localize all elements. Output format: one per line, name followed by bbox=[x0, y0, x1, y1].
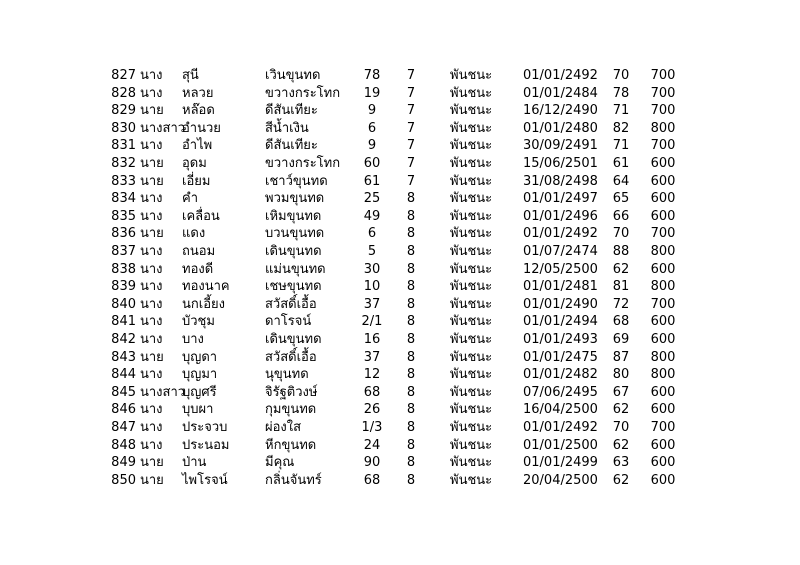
record-district: พันชนะ bbox=[450, 261, 493, 277]
record-number: 843 bbox=[111, 349, 136, 365]
record-house-number: 61 bbox=[363, 173, 381, 189]
record-district: พันชนะ bbox=[450, 420, 493, 435]
record-moo: 8 bbox=[406, 367, 416, 383]
record-age: 87 bbox=[612, 349, 630, 365]
record-birth-date: 01/01/2492 bbox=[523, 420, 598, 435]
record-number: 845 bbox=[111, 384, 136, 400]
record-amount: 800 bbox=[650, 120, 676, 136]
record-last-name: สวัสดิ์เอื้อ bbox=[265, 296, 317, 312]
table-row bbox=[0, 102, 800, 119]
record-house-number: 10 bbox=[363, 279, 381, 295]
record-age: 62 bbox=[612, 402, 630, 418]
record-age: 62 bbox=[612, 261, 630, 277]
record-birth-date: 01/01/2496 bbox=[523, 208, 598, 224]
record-house-number: 5 bbox=[367, 244, 377, 259]
record-first-name: บัวชุม bbox=[182, 314, 215, 330]
record-first-name: ไพโรจน์ bbox=[182, 472, 228, 488]
record-title: นาง bbox=[140, 138, 163, 154]
record-title: นาง bbox=[140, 191, 163, 207]
record-district: พันชนะ bbox=[450, 173, 493, 189]
record-house-number: 24 bbox=[363, 437, 381, 453]
record-last-name: ดาโรจน์ bbox=[265, 314, 312, 330]
record-title: นาง bbox=[140, 208, 163, 224]
record-house-number: 19 bbox=[363, 85, 381, 101]
record-age: 65 bbox=[612, 191, 630, 207]
record-last-name: เดินขุนทด bbox=[265, 244, 322, 259]
record-number: 844 bbox=[111, 367, 136, 383]
record-birth-date: 15/06/2501 bbox=[523, 156, 598, 171]
record-number: 839 bbox=[111, 279, 136, 295]
record-title: นาย bbox=[140, 455, 164, 471]
record-moo: 7 bbox=[406, 138, 416, 154]
record-amount: 800 bbox=[650, 367, 676, 383]
record-age: 80 bbox=[612, 367, 630, 383]
record-number: 837 bbox=[111, 244, 136, 259]
record-birth-date: 16/12/2490 bbox=[523, 103, 598, 119]
record-amount: 600 bbox=[650, 156, 676, 171]
record-amount: 600 bbox=[650, 314, 676, 330]
record-first-name: อำนวย bbox=[182, 120, 221, 136]
record-moo: 8 bbox=[406, 314, 416, 330]
record-age: 62 bbox=[612, 472, 630, 488]
record-number: 841 bbox=[111, 314, 136, 330]
record-house-number: 60 bbox=[363, 156, 381, 171]
record-last-name: เหิมขุนทด bbox=[265, 208, 322, 224]
record-house-number: 90 bbox=[363, 455, 381, 471]
record-district: พันชนะ bbox=[450, 384, 493, 400]
record-moo: 8 bbox=[406, 244, 416, 259]
record-birth-date: 31/08/2498 bbox=[523, 173, 598, 189]
record-first-name: เอี่ยม bbox=[182, 173, 211, 189]
record-moo: 8 bbox=[406, 191, 416, 207]
record-number: 842 bbox=[111, 332, 136, 347]
table-row bbox=[0, 120, 800, 137]
record-house-number: 30 bbox=[363, 261, 381, 277]
table-row bbox=[0, 208, 800, 225]
record-number: 840 bbox=[111, 296, 136, 312]
table-row bbox=[0, 419, 800, 436]
record-moo: 8 bbox=[406, 279, 416, 295]
record-birth-date: 30/09/2491 bbox=[523, 138, 598, 154]
record-first-name: ถนอม bbox=[182, 244, 216, 259]
record-title: นาง bbox=[140, 68, 163, 83]
record-moo: 7 bbox=[406, 103, 416, 119]
record-first-name: แดง bbox=[182, 226, 206, 242]
record-district: พันชนะ bbox=[450, 208, 493, 224]
record-number: 850 bbox=[111, 472, 136, 488]
table-row bbox=[0, 155, 800, 172]
record-title: นาง bbox=[140, 244, 163, 259]
record-amount: 600 bbox=[650, 437, 676, 453]
record-number: 828 bbox=[111, 85, 136, 101]
record-number: 830 bbox=[111, 120, 136, 136]
record-birth-date: 01/01/2481 bbox=[523, 279, 598, 295]
record-age: 64 bbox=[612, 173, 630, 189]
record-number: 833 bbox=[111, 173, 136, 189]
record-last-name: แม่นขุนทด bbox=[265, 261, 326, 277]
record-title: นาย bbox=[140, 103, 164, 119]
record-last-name: สีน้ำเงิน bbox=[265, 120, 309, 136]
record-last-name: เดินขุนทด bbox=[265, 332, 322, 347]
record-last-name: ขวางกระโทก bbox=[265, 156, 341, 171]
record-birth-date: 01/01/2494 bbox=[523, 314, 598, 330]
record-number: 827 bbox=[111, 68, 136, 83]
record-amount: 600 bbox=[650, 402, 676, 418]
record-amount: 600 bbox=[650, 173, 676, 189]
record-house-number: 9 bbox=[367, 138, 377, 154]
table-row bbox=[0, 137, 800, 154]
record-number: 832 bbox=[111, 156, 136, 171]
table-row bbox=[0, 190, 800, 207]
record-moo: 7 bbox=[406, 85, 416, 101]
record-title: นาง bbox=[140, 437, 163, 453]
record-moo: 8 bbox=[406, 455, 416, 471]
record-last-name: เวินขุนทด bbox=[265, 68, 321, 83]
record-last-name: กุมขุนทด bbox=[265, 402, 317, 418]
record-amount: 700 bbox=[650, 138, 676, 154]
record-first-name: บุญศรี bbox=[182, 384, 217, 400]
record-district: พันชนะ bbox=[450, 226, 493, 242]
table-row bbox=[0, 331, 800, 348]
record-house-number: 26 bbox=[363, 402, 381, 418]
table-row bbox=[0, 85, 800, 102]
record-first-name: ป่าน bbox=[182, 455, 207, 471]
record-first-name: หลวย bbox=[182, 85, 214, 101]
record-title: นาง bbox=[140, 296, 163, 312]
record-title: นางสาว bbox=[140, 384, 186, 400]
record-title: นาง bbox=[140, 332, 163, 347]
record-last-name: หีกขุนทด bbox=[265, 437, 317, 453]
record-house-number: 16 bbox=[363, 332, 381, 347]
record-amount: 700 bbox=[650, 68, 676, 83]
record-house-number: 37 bbox=[363, 349, 381, 365]
record-amount: 700 bbox=[650, 85, 676, 101]
record-age: 61 bbox=[612, 156, 630, 171]
record-age: 68 bbox=[612, 314, 630, 330]
record-amount: 700 bbox=[650, 296, 676, 312]
record-birth-date: 01/01/2497 bbox=[523, 191, 598, 207]
record-district: พันชนะ bbox=[450, 296, 493, 312]
table-row bbox=[0, 67, 800, 84]
record-birth-date: 20/04/2500 bbox=[523, 472, 598, 488]
record-first-name: บุบผา bbox=[182, 402, 214, 418]
record-first-name: เคลื่อน bbox=[182, 208, 220, 224]
table-row bbox=[0, 472, 800, 489]
record-district: พันชนะ bbox=[450, 191, 493, 207]
record-amount: 700 bbox=[650, 420, 676, 435]
record-age: 78 bbox=[612, 85, 630, 101]
record-house-number: 49 bbox=[363, 208, 381, 224]
record-house-number: 6 bbox=[367, 120, 377, 136]
record-moo: 8 bbox=[406, 349, 416, 365]
record-house-number: 68 bbox=[363, 384, 381, 400]
record-title: นาง bbox=[140, 402, 163, 418]
record-age: 69 bbox=[612, 332, 630, 347]
table-row bbox=[0, 243, 800, 260]
record-title: นาง bbox=[140, 314, 163, 330]
record-house-number: 68 bbox=[363, 472, 381, 488]
record-title: นาย bbox=[140, 472, 164, 488]
record-age: 66 bbox=[612, 208, 630, 224]
record-district: พันชนะ bbox=[450, 367, 493, 383]
record-birth-date: 01/07/2474 bbox=[523, 244, 598, 259]
record-last-name: จิรัฐติวงษ์ bbox=[265, 384, 318, 400]
record-district: พันชนะ bbox=[450, 314, 493, 330]
record-district: พันชนะ bbox=[450, 156, 493, 171]
record-age: 63 bbox=[612, 455, 630, 471]
record-birth-date: 01/01/2492 bbox=[523, 68, 598, 83]
table-row bbox=[0, 278, 800, 295]
record-last-name: ดีสันเทียะ bbox=[265, 103, 318, 119]
record-first-name: ทองนาค bbox=[182, 279, 230, 295]
record-house-number: 2/1 bbox=[361, 314, 383, 330]
record-title: นาง bbox=[140, 85, 163, 101]
record-district: พันชนะ bbox=[450, 244, 493, 259]
record-district: พันชนะ bbox=[450, 85, 493, 101]
record-birth-date: 01/01/2482 bbox=[523, 367, 598, 383]
record-last-name: ผ่องใส bbox=[265, 420, 302, 435]
record-birth-date: 01/01/2492 bbox=[523, 226, 598, 242]
record-moo: 8 bbox=[406, 402, 416, 418]
record-age: 81 bbox=[612, 279, 630, 295]
record-number: 838 bbox=[111, 261, 136, 277]
record-amount: 600 bbox=[650, 455, 676, 471]
record-age: 70 bbox=[612, 420, 630, 435]
record-last-name: ดีสันเทียะ bbox=[265, 138, 318, 154]
record-title: นาง bbox=[140, 367, 163, 383]
record-first-name: บาง bbox=[182, 332, 204, 347]
table-row bbox=[0, 366, 800, 383]
record-amount: 800 bbox=[650, 279, 676, 295]
table-row bbox=[0, 173, 800, 190]
record-first-name: อำไพ bbox=[182, 138, 213, 154]
record-last-name: มีคุณ bbox=[265, 455, 295, 471]
record-birth-date: 01/01/2490 bbox=[523, 296, 598, 312]
record-birth-date: 16/04/2500 bbox=[523, 402, 598, 418]
record-age: 62 bbox=[612, 437, 630, 453]
record-amount: 700 bbox=[650, 103, 676, 119]
record-first-name: นกเอี้ยง bbox=[182, 296, 225, 312]
record-moo: 8 bbox=[406, 226, 416, 242]
record-number: 829 bbox=[111, 103, 136, 119]
record-moo: 7 bbox=[406, 173, 416, 189]
record-house-number: 12 bbox=[363, 367, 381, 383]
record-last-name: เชาว์ขุนทด bbox=[265, 173, 328, 189]
record-number: 849 bbox=[111, 455, 136, 471]
record-age: 88 bbox=[612, 244, 630, 259]
record-birth-date: 07/06/2495 bbox=[523, 384, 598, 400]
record-birth-date: 01/01/2484 bbox=[523, 85, 598, 101]
record-birth-date: 12/05/2500 bbox=[523, 261, 598, 277]
table-row bbox=[0, 401, 800, 418]
record-district: พันชนะ bbox=[450, 138, 493, 154]
record-house-number: 37 bbox=[363, 296, 381, 312]
record-district: พันชนะ bbox=[450, 349, 493, 365]
record-title: นาง bbox=[140, 279, 163, 295]
record-first-name: อุดม bbox=[182, 156, 207, 171]
record-moo: 8 bbox=[406, 384, 416, 400]
record-amount: 600 bbox=[650, 384, 676, 400]
record-amount: 800 bbox=[650, 244, 676, 259]
record-moo: 8 bbox=[406, 332, 416, 347]
record-last-name: ขวางกระโทก bbox=[265, 85, 341, 101]
table-row bbox=[0, 454, 800, 471]
record-birth-date: 01/01/2493 bbox=[523, 332, 598, 347]
record-moo: 8 bbox=[406, 296, 416, 312]
record-birth-date: 01/01/2480 bbox=[523, 120, 598, 136]
record-age: 67 bbox=[612, 384, 630, 400]
record-first-name: ประนอม bbox=[182, 437, 230, 453]
record-title: นาย bbox=[140, 173, 164, 189]
record-moo: 8 bbox=[406, 472, 416, 488]
record-last-name: นุขุนทด bbox=[265, 367, 309, 383]
record-district: พันชนะ bbox=[450, 437, 493, 453]
record-age: 71 bbox=[612, 138, 630, 154]
record-number: 846 bbox=[111, 402, 136, 418]
record-moo: 8 bbox=[406, 261, 416, 277]
record-house-number: 6 bbox=[367, 226, 377, 242]
record-amount: 600 bbox=[650, 191, 676, 207]
record-amount: 600 bbox=[650, 472, 676, 488]
record-first-name: หล๊อด bbox=[182, 103, 215, 119]
record-title: นาย bbox=[140, 226, 164, 242]
record-first-name: ประจวบ bbox=[182, 420, 228, 435]
record-first-name: คำ bbox=[182, 191, 198, 207]
record-title: นาง bbox=[140, 420, 163, 435]
record-house-number: 1/3 bbox=[361, 420, 383, 435]
record-first-name: สุนี bbox=[182, 68, 199, 83]
record-house-number: 9 bbox=[367, 103, 377, 119]
record-title: นาง bbox=[140, 261, 163, 277]
record-age: 71 bbox=[612, 103, 630, 119]
record-amount: 600 bbox=[650, 261, 676, 277]
table-row bbox=[0, 261, 800, 278]
table-row bbox=[0, 296, 800, 313]
record-first-name: บุญมา bbox=[182, 367, 218, 383]
record-moo: 8 bbox=[406, 437, 416, 453]
record-last-name: สวัสดิ์เอื้อ bbox=[265, 349, 317, 365]
record-birth-date: 01/01/2499 bbox=[523, 455, 598, 471]
record-house-number: 25 bbox=[363, 191, 381, 207]
record-number: 848 bbox=[111, 437, 136, 453]
record-amount: 800 bbox=[650, 349, 676, 365]
record-district: พันชนะ bbox=[450, 472, 493, 488]
record-number: 831 bbox=[111, 138, 136, 154]
record-last-name: พวมขุนทด bbox=[265, 191, 325, 207]
record-amount: 700 bbox=[650, 226, 676, 242]
record-last-name: บวนขุนทด bbox=[265, 226, 325, 242]
record-last-name: เชษขุนทด bbox=[265, 279, 322, 295]
table-row bbox=[0, 384, 800, 401]
record-moo: 7 bbox=[406, 120, 416, 136]
record-moo: 8 bbox=[406, 208, 416, 224]
record-district: พันชนะ bbox=[450, 103, 493, 119]
table-row bbox=[0, 437, 800, 454]
record-first-name: ทองดี bbox=[182, 261, 214, 277]
record-district: พันชนะ bbox=[450, 279, 493, 295]
record-first-name: บุญดา bbox=[182, 349, 218, 365]
record-age: 70 bbox=[612, 68, 630, 83]
record-district: พันชนะ bbox=[450, 68, 493, 83]
record-district: พันชนะ bbox=[450, 332, 493, 347]
table-row bbox=[0, 313, 800, 330]
record-age: 82 bbox=[612, 120, 630, 136]
record-moo: 7 bbox=[406, 68, 416, 83]
table-row bbox=[0, 225, 800, 242]
record-title: นาย bbox=[140, 156, 164, 171]
record-title: นาย bbox=[140, 349, 164, 365]
record-number: 834 bbox=[111, 191, 136, 207]
record-district: พันชนะ bbox=[450, 402, 493, 418]
record-age: 70 bbox=[612, 226, 630, 242]
record-amount: 600 bbox=[650, 332, 676, 347]
record-number: 836 bbox=[111, 226, 136, 242]
record-last-name: กลิ่นจันทร์ bbox=[265, 472, 322, 488]
record-moo: 8 bbox=[406, 420, 416, 435]
record-district: พันชนะ bbox=[450, 120, 493, 136]
table-row bbox=[0, 349, 800, 366]
record-amount: 600 bbox=[650, 208, 676, 224]
record-title: นางสาว bbox=[140, 120, 186, 136]
record-district: พันชนะ bbox=[450, 455, 493, 471]
record-number: 835 bbox=[111, 208, 136, 224]
record-number: 847 bbox=[111, 420, 136, 435]
record-house-number: 78 bbox=[363, 68, 381, 83]
record-birth-date: 01/01/2475 bbox=[523, 349, 598, 365]
record-moo: 7 bbox=[406, 156, 416, 171]
record-birth-date: 01/01/2500 bbox=[523, 437, 598, 453]
record-age: 72 bbox=[612, 296, 630, 312]
